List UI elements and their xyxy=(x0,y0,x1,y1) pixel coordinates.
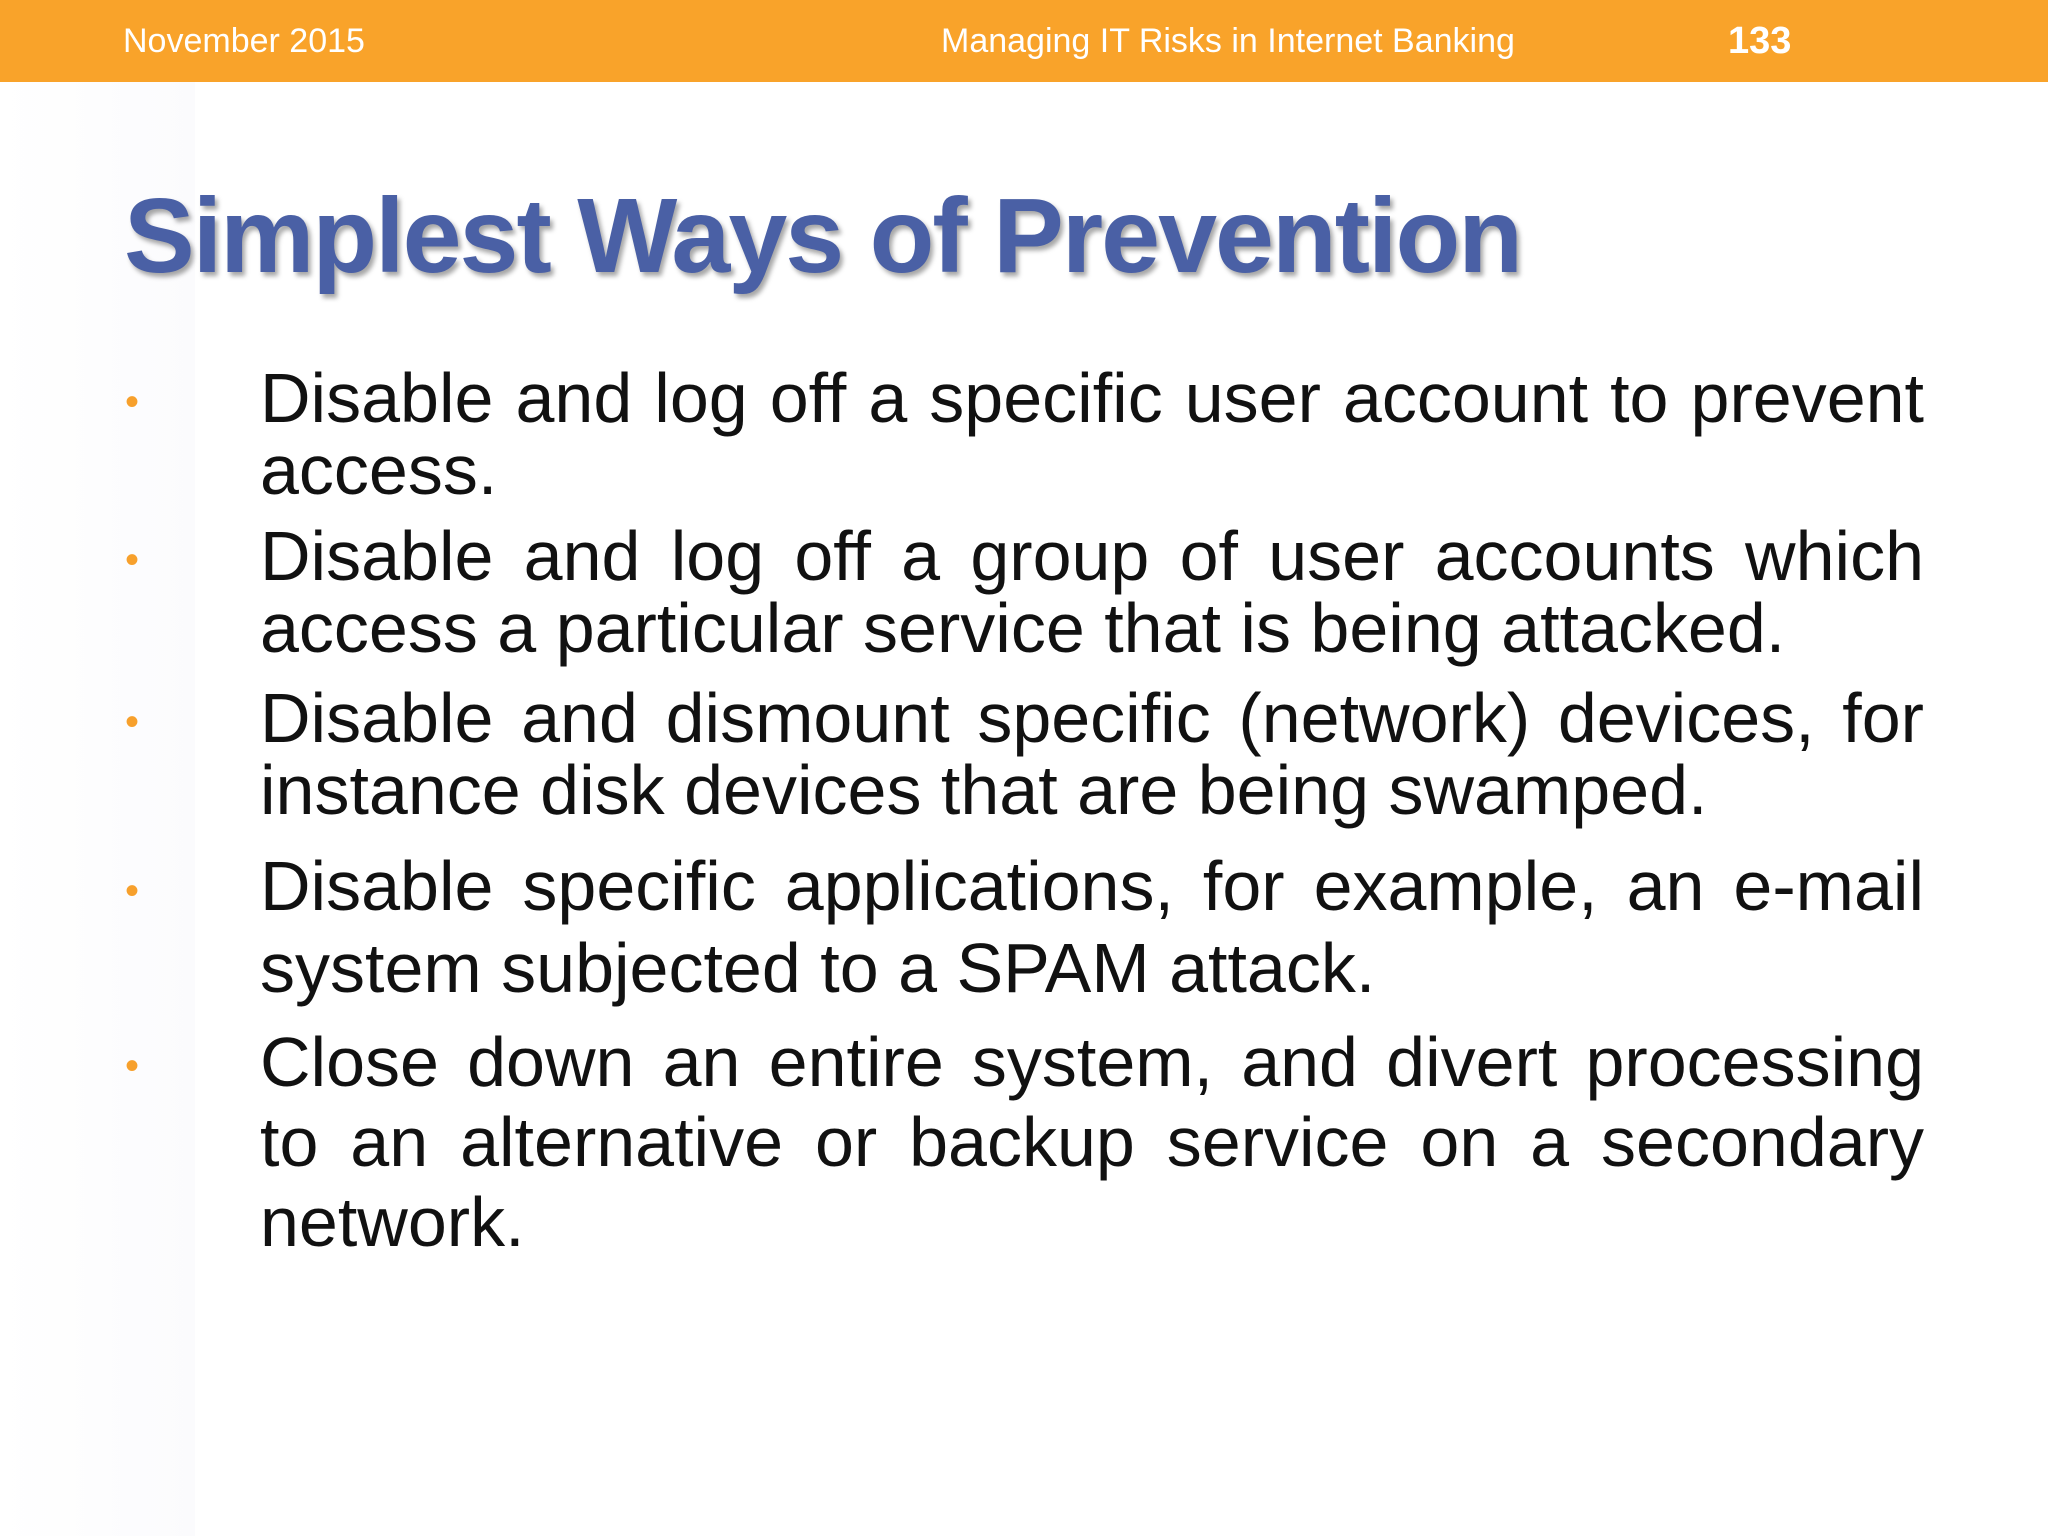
bullet-text: Disable and log off a specific user account to prevent access. xyxy=(260,359,1924,509)
bullet-item xyxy=(125,679,1924,829)
header-date: November 2015 xyxy=(123,22,365,60)
bullet-marker-icon: • xyxy=(125,538,140,582)
bullet-marker-icon: • xyxy=(125,380,140,424)
bullet-text: Disable specific applications, for example, an e-mail system subjected to a SPAM attack. xyxy=(260,847,1924,1007)
header-title: Managing IT Risks in Internet Banking xyxy=(941,22,1515,60)
bullet-item xyxy=(125,1022,1924,1262)
slide-title: Simplest Ways of Prevention xyxy=(124,177,1521,295)
bullet-text: Disable and dismount specific (network) devices, for instance disk devices that are being swamped. xyxy=(260,679,1924,829)
bullet-text: Disable and log off a group of user accounts which access a particular service that is being attacked. xyxy=(260,517,1924,667)
bullet-marker-icon: • xyxy=(125,869,140,913)
bullet-item xyxy=(125,845,1924,1009)
bullet-item xyxy=(125,517,1924,667)
bullet-marker-icon: • xyxy=(125,700,140,744)
bullet-marker-icon: • xyxy=(125,1044,140,1088)
page-number: 133 xyxy=(1728,20,1792,62)
bullet-text: Close down an entire system, and divert processing to an alternative or backup service on a secondary network. xyxy=(260,1023,1924,1261)
bullet-item xyxy=(125,359,1924,509)
